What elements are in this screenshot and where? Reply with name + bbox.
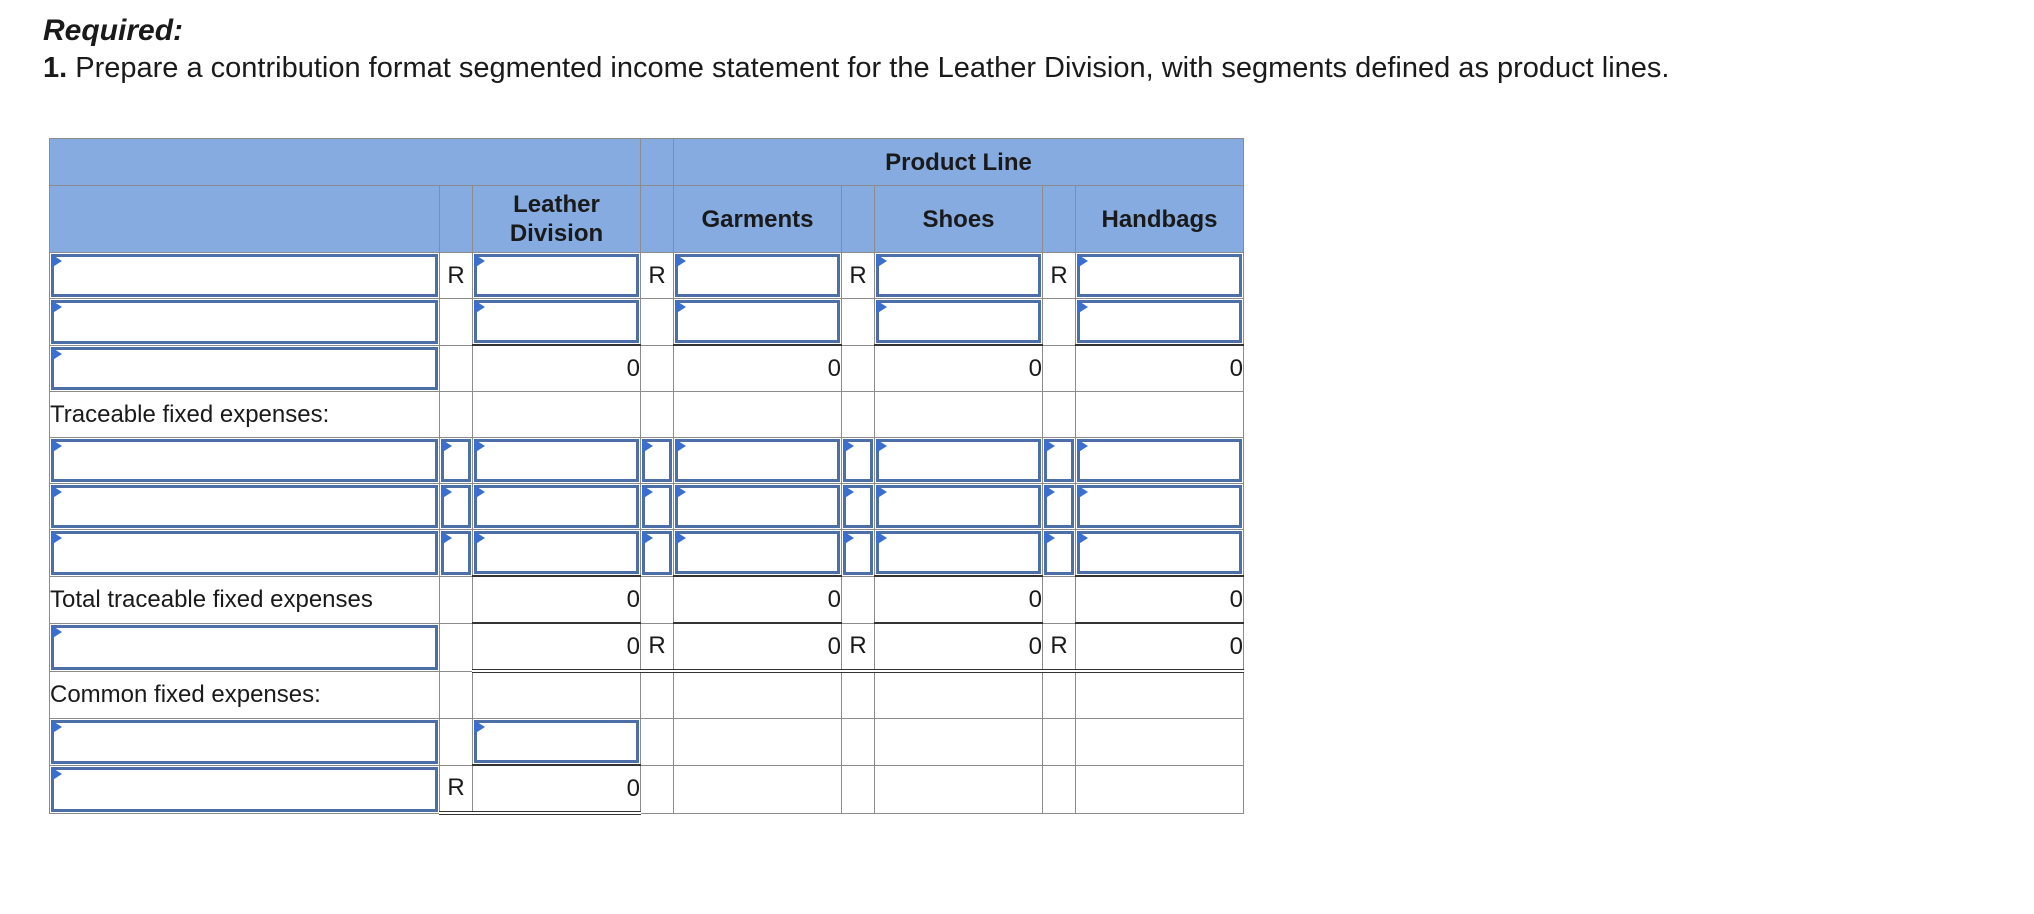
symbol-input[interactable] <box>843 485 873 528</box>
segmented-income-statement <box>49 138 1244 815</box>
sym-blank <box>842 345 875 392</box>
symbol-cell[interactable] <box>641 438 674 484</box>
symbol-cell[interactable] <box>842 484 875 530</box>
sym-blank <box>440 623 473 671</box>
row-label-cell[interactable] <box>50 253 440 299</box>
handbags-amount-cell[interactable] <box>1076 530 1244 577</box>
required-heading: Required: <box>43 14 184 47</box>
header-row-2 <box>50 186 1244 253</box>
sym-blank <box>641 345 674 392</box>
symbol-input[interactable] <box>1044 485 1074 528</box>
header-row-1 <box>50 139 1244 186</box>
leather-segment-margin: 0 <box>473 623 641 671</box>
handbags-amount-cell[interactable] <box>1076 438 1244 484</box>
currency-symbol: R <box>842 253 875 299</box>
amount-input[interactable] <box>876 439 1041 482</box>
amount-input[interactable] <box>675 531 840 574</box>
table-row <box>50 576 1244 623</box>
amount-input[interactable] <box>474 300 639 343</box>
row-label-input[interactable] <box>51 767 438 812</box>
row-label-input[interactable] <box>51 485 438 528</box>
blank-cell <box>674 671 842 719</box>
symbol-input[interactable] <box>642 439 672 482</box>
shoes-total-value: 0 <box>875 345 1043 392</box>
symbol-cell[interactable] <box>440 438 473 484</box>
row-label-cell[interactable] <box>50 438 440 484</box>
amount-input[interactable] <box>876 300 1041 343</box>
shoes-amount-cell[interactable] <box>875 530 1043 577</box>
blank-cell <box>473 671 641 719</box>
sym-blank <box>641 719 674 766</box>
total-traceable-fixed-expenses-label: Total traceable fixed expenses <box>50 576 440 623</box>
sym-blank <box>641 392 674 438</box>
blank-cell <box>674 765 842 813</box>
currency-symbol: R <box>1043 253 1076 299</box>
shoes-amount-cell[interactable] <box>875 299 1043 346</box>
currency-symbol: R <box>641 623 674 671</box>
amount-input[interactable] <box>876 485 1041 528</box>
amount-input[interactable] <box>876 531 1041 574</box>
blank-cell <box>1076 719 1244 766</box>
symbol-input[interactable] <box>1044 439 1074 482</box>
table-row <box>50 530 1244 577</box>
blank-cell <box>473 392 641 438</box>
header-sym-blank <box>440 186 473 253</box>
sym-blank <box>1043 345 1076 392</box>
row-label-input[interactable] <box>51 347 438 391</box>
amount-input[interactable] <box>474 439 639 482</box>
amount-input[interactable] <box>474 485 639 528</box>
leather-amount-cell[interactable] <box>473 484 641 530</box>
garments-traceable-total: 0 <box>674 576 842 623</box>
leather-amount-cell[interactable] <box>473 719 641 766</box>
traceable-fixed-expenses-label: Traceable fixed expenses: <box>50 392 440 438</box>
symbol-cell[interactable] <box>1043 438 1076 484</box>
leather-traceable-total: 0 <box>473 576 641 623</box>
row-label-input[interactable] <box>51 300 438 344</box>
amount-input[interactable] <box>1077 439 1242 482</box>
symbol-input[interactable] <box>642 531 672 575</box>
symbol-input[interactable] <box>441 439 471 482</box>
symbol-input[interactable] <box>441 485 471 528</box>
row-label-cell[interactable] <box>50 530 440 577</box>
blank-cell <box>1076 671 1244 719</box>
row-label-cell[interactable] <box>50 623 440 671</box>
shoes-header: Shoes <box>875 186 1043 253</box>
table-row <box>50 765 1244 813</box>
sym-blank <box>1043 576 1076 623</box>
row-label-input[interactable] <box>51 625 438 670</box>
shoes-traceable-total: 0 <box>875 576 1043 623</box>
row-label-cell[interactable] <box>50 719 440 766</box>
row-label-cell[interactable] <box>50 484 440 530</box>
table-row <box>50 299 1244 346</box>
sym-blank <box>842 299 875 346</box>
amount-input[interactable] <box>1077 485 1242 528</box>
symbol-input[interactable] <box>441 531 471 575</box>
symbol-cell[interactable] <box>842 530 875 577</box>
shoes-segment-margin: 0 <box>875 623 1043 671</box>
leather-amount-cell[interactable] <box>473 438 641 484</box>
amount-input[interactable] <box>675 254 840 297</box>
blank-cell <box>674 392 842 438</box>
shoes-amount-cell[interactable] <box>875 438 1043 484</box>
handbags-segment-margin: 0 <box>1076 623 1244 671</box>
symbol-cell[interactable] <box>1043 484 1076 530</box>
garments-amount-cell[interactable] <box>674 530 842 577</box>
shoes-amount-cell[interactable] <box>875 484 1043 530</box>
table-row <box>50 345 1244 392</box>
sym-blank <box>440 299 473 346</box>
symbol-cell[interactable] <box>641 484 674 530</box>
leather-net-operating-income: 0 <box>473 765 641 813</box>
blank-cell <box>875 765 1043 813</box>
sym-blank <box>842 765 875 813</box>
amount-input[interactable] <box>1077 300 1242 343</box>
blank-cell <box>875 392 1043 438</box>
sym-blank <box>1043 392 1076 438</box>
garments-amount-cell[interactable] <box>674 253 842 299</box>
row-label-cell[interactable] <box>50 299 440 346</box>
sym-blank <box>641 765 674 813</box>
symbol-cell[interactable] <box>842 438 875 484</box>
amount-input[interactable] <box>474 254 639 297</box>
blank-cell <box>1076 392 1244 438</box>
sym-blank <box>1043 299 1076 346</box>
leather-amount-cell[interactable] <box>473 530 641 577</box>
table-row <box>50 719 1244 766</box>
garments-amount-cell[interactable] <box>674 299 842 346</box>
currency-symbol: R <box>440 765 473 813</box>
sym-blank <box>842 576 875 623</box>
sym-blank <box>641 299 674 346</box>
garments-amount-cell[interactable] <box>674 438 842 484</box>
row-label-input[interactable] <box>51 439 438 482</box>
header-sym-blank <box>1043 186 1076 253</box>
table-row <box>50 484 1244 530</box>
table-row <box>50 671 1244 719</box>
instruction-body: Prepare a contribution format segmented income statement for the Leather Division, with segments defined as product lines. <box>67 52 1670 84</box>
symbol-input[interactable] <box>843 531 873 575</box>
header-blank <box>50 139 641 186</box>
sym-blank <box>440 576 473 623</box>
symbol-input[interactable] <box>1044 531 1074 575</box>
row-label-input[interactable] <box>51 531 438 575</box>
leather-amount-cell[interactable] <box>473 253 641 299</box>
blank-cell <box>875 671 1043 719</box>
sym-blank <box>440 392 473 438</box>
currency-symbol: R <box>440 253 473 299</box>
currency-symbol: R <box>842 623 875 671</box>
sym-blank <box>641 576 674 623</box>
item-number: 1. <box>43 52 68 84</box>
symbol-input[interactable] <box>843 439 873 482</box>
sym-blank <box>440 671 473 719</box>
instruction-text <box>43 52 1669 85</box>
leather-division-header: Leather Division <box>473 186 641 253</box>
sym-blank <box>1043 671 1076 719</box>
sym-blank <box>1043 719 1076 766</box>
symbol-input[interactable] <box>642 485 672 528</box>
handbags-amount-cell[interactable] <box>1076 253 1244 299</box>
amount-input[interactable] <box>474 720 639 763</box>
header-label-blank <box>50 186 440 253</box>
amount-input[interactable] <box>474 531 639 574</box>
header-sym-blank <box>842 186 875 253</box>
row-label-input[interactable] <box>51 254 438 297</box>
symbol-cell[interactable] <box>1043 530 1076 577</box>
sym-blank <box>842 392 875 438</box>
product-line-header: Product Line <box>674 139 1244 186</box>
amount-input[interactable] <box>675 485 840 528</box>
blank-cell <box>674 719 842 766</box>
table-row <box>50 438 1244 484</box>
blank-cell <box>1076 765 1244 813</box>
garments-header: Garments <box>674 186 842 253</box>
handbags-header: Handbags <box>1076 186 1244 253</box>
sym-blank <box>440 719 473 766</box>
symbol-cell[interactable] <box>440 484 473 530</box>
sym-blank <box>641 671 674 719</box>
currency-symbol: R <box>1043 623 1076 671</box>
amount-input[interactable] <box>1077 254 1242 297</box>
garments-amount-cell[interactable] <box>674 484 842 530</box>
handbags-amount-cell[interactable] <box>1076 299 1244 346</box>
symbol-cell[interactable] <box>440 530 473 577</box>
table-row <box>50 392 1244 438</box>
row-label-input[interactable] <box>51 720 438 764</box>
symbol-cell[interactable] <box>641 530 674 577</box>
sym-blank <box>1043 765 1076 813</box>
table-row <box>50 623 1244 671</box>
amount-input[interactable] <box>876 254 1041 297</box>
row-label-cell[interactable] <box>50 345 440 392</box>
shoes-amount-cell[interactable] <box>875 253 1043 299</box>
garments-segment-margin: 0 <box>674 623 842 671</box>
handbags-traceable-total: 0 <box>1076 576 1244 623</box>
blank-cell <box>875 719 1043 766</box>
sym-blank <box>842 671 875 719</box>
leather-total-value: 0 <box>473 345 641 392</box>
handbags-amount-cell[interactable] <box>1076 484 1244 530</box>
sym-blank <box>842 719 875 766</box>
amount-input[interactable] <box>1077 531 1242 574</box>
leather-amount-cell[interactable] <box>473 299 641 346</box>
handbags-total-value: 0 <box>1076 345 1244 392</box>
amount-input[interactable] <box>675 300 840 343</box>
amount-input[interactable] <box>675 439 840 482</box>
table-row <box>50 253 1244 299</box>
row-label-cell[interactable] <box>50 765 440 813</box>
header-sym-blank <box>641 186 674 253</box>
common-fixed-expenses-label: Common fixed expenses: <box>50 671 440 719</box>
garments-total-value: 0 <box>674 345 842 392</box>
sym-blank <box>440 345 473 392</box>
currency-symbol: R <box>641 253 674 299</box>
header-blank-narrow <box>641 139 674 186</box>
